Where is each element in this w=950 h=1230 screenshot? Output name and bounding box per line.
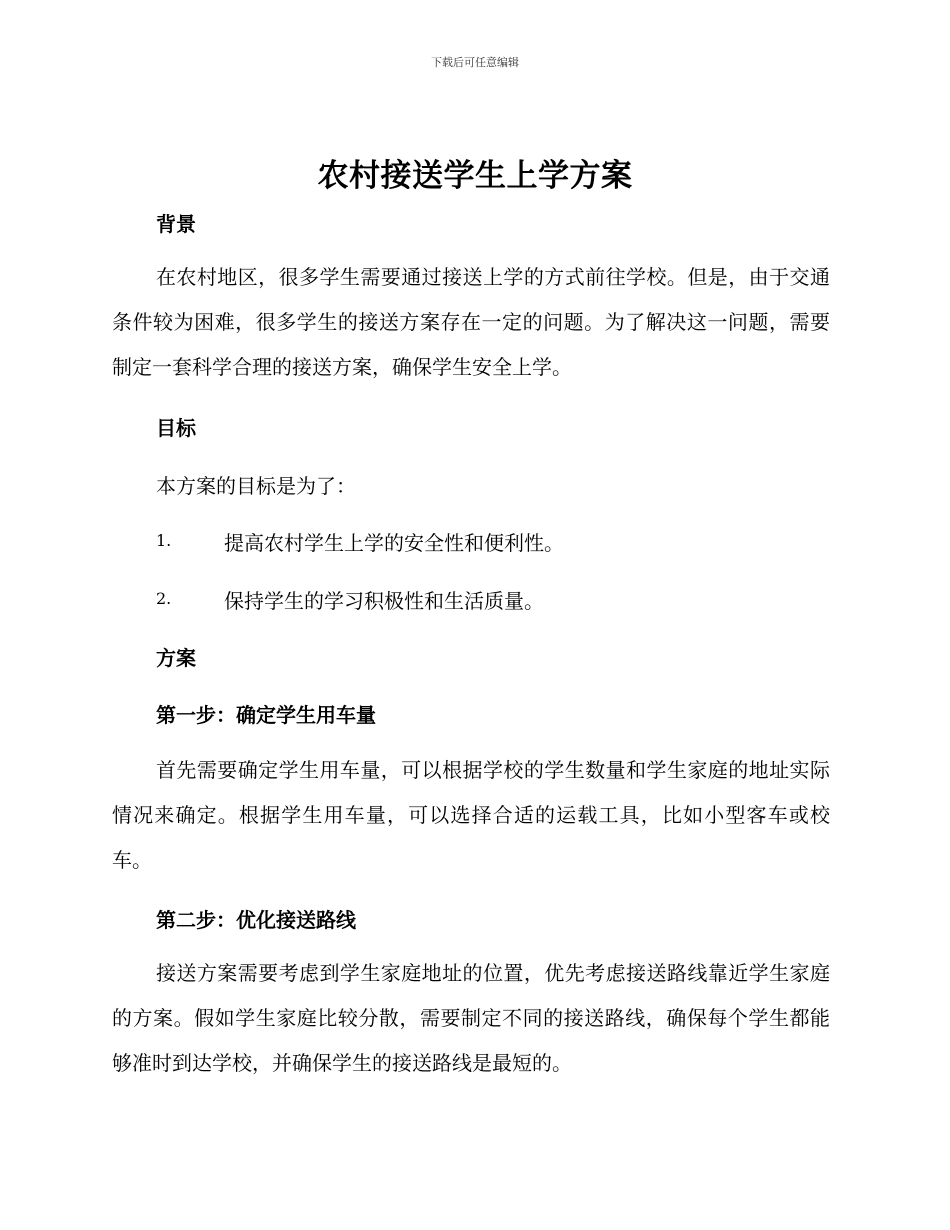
step1-paragraph: 首先需要确定学生用车量，可以根据学校的学生数量和学生家庭的地址实际情况来确定。根据学生用车量，可以选择合适的运载工具，比如小型客车或校车。 [112, 758, 830, 872]
goal-item-number: 1. [156, 531, 172, 550]
document-title: 农村接送学生上学方案 [317, 158, 633, 194]
goal-intro: 本方案的目标是为了： [156, 474, 356, 498]
goal-item-text: 提高农村学生上学的安全性和便利性。 [224, 531, 564, 555]
step2-paragraph: 接送方案需要考虑到学生家庭地址的位置，优先考虑接送路线靠近学生家庭的方案。假如学生家庭比较分散，需要制定不同的接送路线，确保每个学生都能够准时到达学校，并确保学生的接送路线是最短的。 [112, 961, 830, 1075]
page-header: 下载后可任意编辑 [431, 56, 519, 69]
background-paragraph: 在农村地区，很多学生需要通过接送上学的方式前往学校。但是，由于交通条件较为困难，很多学生的接送方案存在一定的问题。为了解决这一问题，需要制定一套科学合理的接送方案，确保学生安全上学。 [112, 265, 830, 379]
goal-item-text: 保持学生的学习积极性和生活质量。 [224, 589, 544, 613]
section-heading-goal: 目标 [156, 416, 196, 440]
goal-item-number: 2. [156, 589, 172, 608]
step1-heading: 第一步：确定学生用车量 [156, 703, 376, 727]
step2-heading: 第二步：优化接送路线 [156, 908, 356, 932]
section-heading-background: 背景 [156, 212, 196, 236]
section-heading-plan: 方案 [156, 646, 196, 670]
